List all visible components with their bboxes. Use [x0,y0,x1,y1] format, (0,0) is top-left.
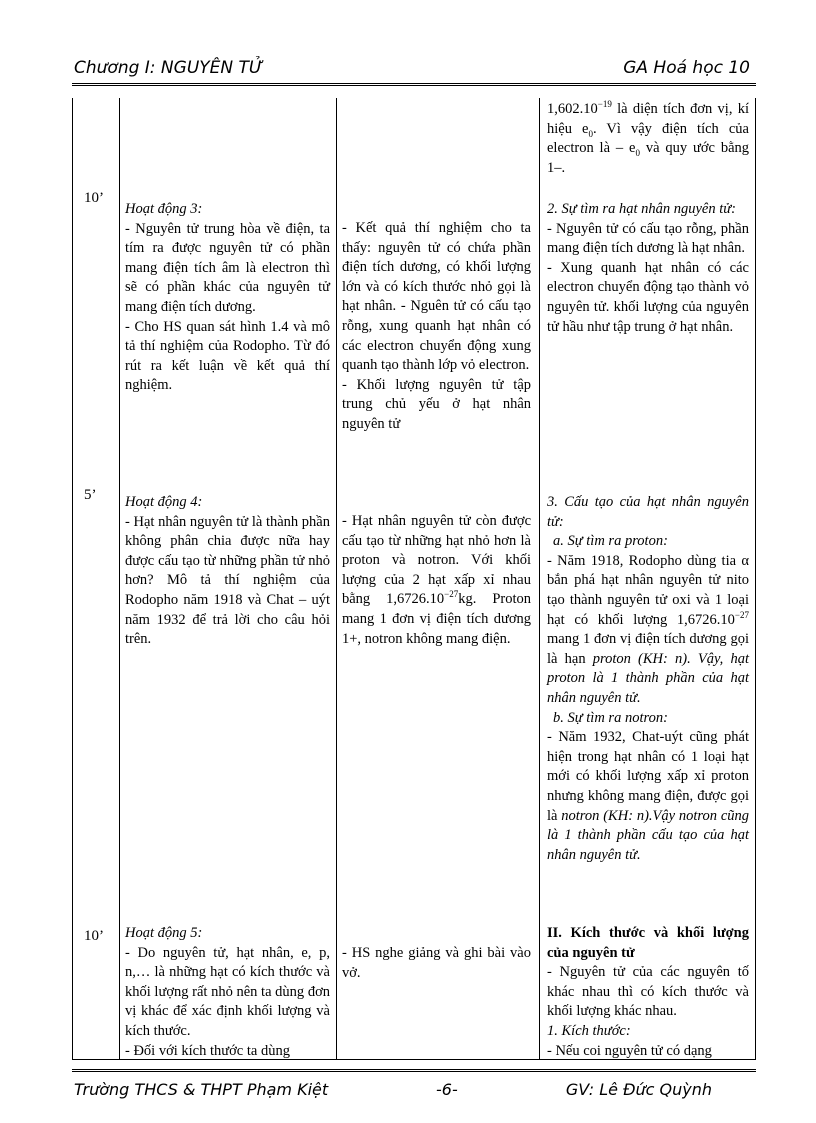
chapter-title: Chương I: NGUYÊN TỬ [74,58,264,78]
page-header [72,56,756,82]
content-cell [547,100,749,178]
school-name: Trường THCS & THPT Phạm Kiệt [74,1080,329,1099]
time-cell: 5’ [84,487,97,503]
content-text: - Năm 1918, Rodopho dùng tia α bắn phá hạt nhân nguyên tử nito tạo thành nguyên tử oxi và 1 loại hạt có khối lượng $1,6726.10^{-27}$ mang 1 đơn vị điện tích dương gọi là hạn proton (KH: n). Vậy, hạt proton là 1 thành phần của hạt nhân nguyên tử. [547,552,749,706]
page-footer [72,1080,756,1106]
teacher-text: - Đối với kích thước ta dùng [125,1042,290,1059]
subsection-title: a. Sự tìm ra proton: [553,533,668,550]
content-text: - Xung quanh hạt nhân có các electron chuyển động tạo thành vỏ nguyên tử. khối lượng của nguyên tử hầu như tập trung ở hạt nhân. [547,259,749,335]
teacher-cell [125,200,330,396]
page-number: -6- [436,1080,458,1099]
section-title: 2. Sự tìm ra hạt nhân nguyên tử: [547,201,736,217]
teacher-text: - Do nguyên tử, hạt nhân, e, p, n,… là những hạt có kích thước và khối lượng rất nhỏ nên ta dùng đơn vị khác để xác định khối lượng và kích thước. [125,944,330,1039]
header-rule [72,83,756,89]
content-text: - Năm 1932, Chat-uýt cũng phát hiện trong hạt nhân có 1 loại hạt mới có khối lượng xấp xỉ proton nhưng không mang điện, được gọi là notron (KH: n).Vậy notron cũng là 1 thành phần cấu tạo của hạt nhân nguyên tử. [547,729,750,863]
activity-title: Hoạt động 4: [125,494,203,510]
table-border-right [755,98,756,1060]
teacher-text: - Cho HS quan sát hình 1.4 và mô tả thí nghiệm của Rodopho. Từ đó rút ra kết luận về kết quả thí nghiệm. [125,318,330,394]
footer-rule [72,1069,756,1075]
content-text: - Nếu coi nguyên tử có dạng [547,1042,712,1059]
student-cell [342,944,531,983]
teacher-text: - Hạt nhân nguyên tử là thành phần không phân chia được nữa hay được cấu tạo từ những phần tử nhỏ hơn? Mô tả thí nghiệm của Rodopho năm 1918 và Chat – uýt năm 1932 để trả lời cho câu hỏi trên. [125,513,330,648]
content-text: - Nguyên tử của các nguyên tố khác nhau thì có kích thước và khối lượng khác nhau. [547,964,749,1020]
teacher-cell [125,493,330,650]
table-divider-3 [539,98,540,1060]
student-cell [342,219,531,435]
activity-title: Hoạt động 5: [125,925,203,941]
teacher-name: GV: Lê Đức Quỳnh [565,1080,712,1099]
student-text: - HS nghe giảng và ghi bài vào vở. [342,945,531,981]
time-cell: 10’ [84,928,104,944]
content-text: - Nguyên tử có cấu tạo rỗng, phần mang điện tích dương là hạt nhân. [547,220,749,257]
course-title: GA Hoá học 10 [623,58,750,78]
table-divider-1 [119,98,120,1060]
subsection-title: b. Sự tìm ra notron: [553,709,668,726]
student-text: - Khối lượng nguyên tử tập trung chủ yếu ở hạt nhân nguyên tử [342,376,531,432]
teacher-text: - Nguyên tử trung hòa về điện, ta tím ra được nguyên tử có phần mang điện tích âm là electron thì sẽ có phần khác của nguyên tử mang điện tích dương. [125,220,330,315]
section-title: II. Kích thước và khối lượng của nguyên tử [547,925,749,961]
content-cell [547,200,749,337]
teacher-cell [125,924,330,1061]
section-title: 3. Cấu tạo của hạt nhân nguyên tử: [547,494,749,530]
student-text: - Hạt nhân nguyên tử còn được cấu tạo từ những hạt nhỏ hơn là proton và notron. Với khối lượng của 2 hạt xấp xỉ nhau bằng $1,6726.10^{-27}kg$. Proton mang 1 đơn vị điện tích dương 1+, notron không mang điện. [342,513,531,647]
student-text: - Kết quả thí nghiệm cho ta thấy: nguyên tử có chứa phần điện tích dương, có khối lượng lớn và có kích thước nhỏ gọi là hạt nhân. - Nguên tử có cấu tạo rỗng, xung quanh hạt nhân có các electron chuyển động xung quanh tạo thành lớp vỏ electron. [342,220,531,374]
content-cell [547,493,749,865]
cont-text: $1,602.10^{-19}$ là diện tích đơn vị, kí hiệu $e_0$. Vì vậy điện tích của electron là – $e_0$ và quy ước bằng 1–. [547,99,750,176]
table-border-left [72,98,73,1060]
subsection-title: 1. Kích thước: [547,1022,631,1039]
time-cell: 10’ [84,190,104,206]
content-cell [547,924,749,1061]
activity-title: Hoạt động 3: [125,201,203,217]
student-cell [342,512,531,649]
table-divider-2 [336,98,337,1060]
